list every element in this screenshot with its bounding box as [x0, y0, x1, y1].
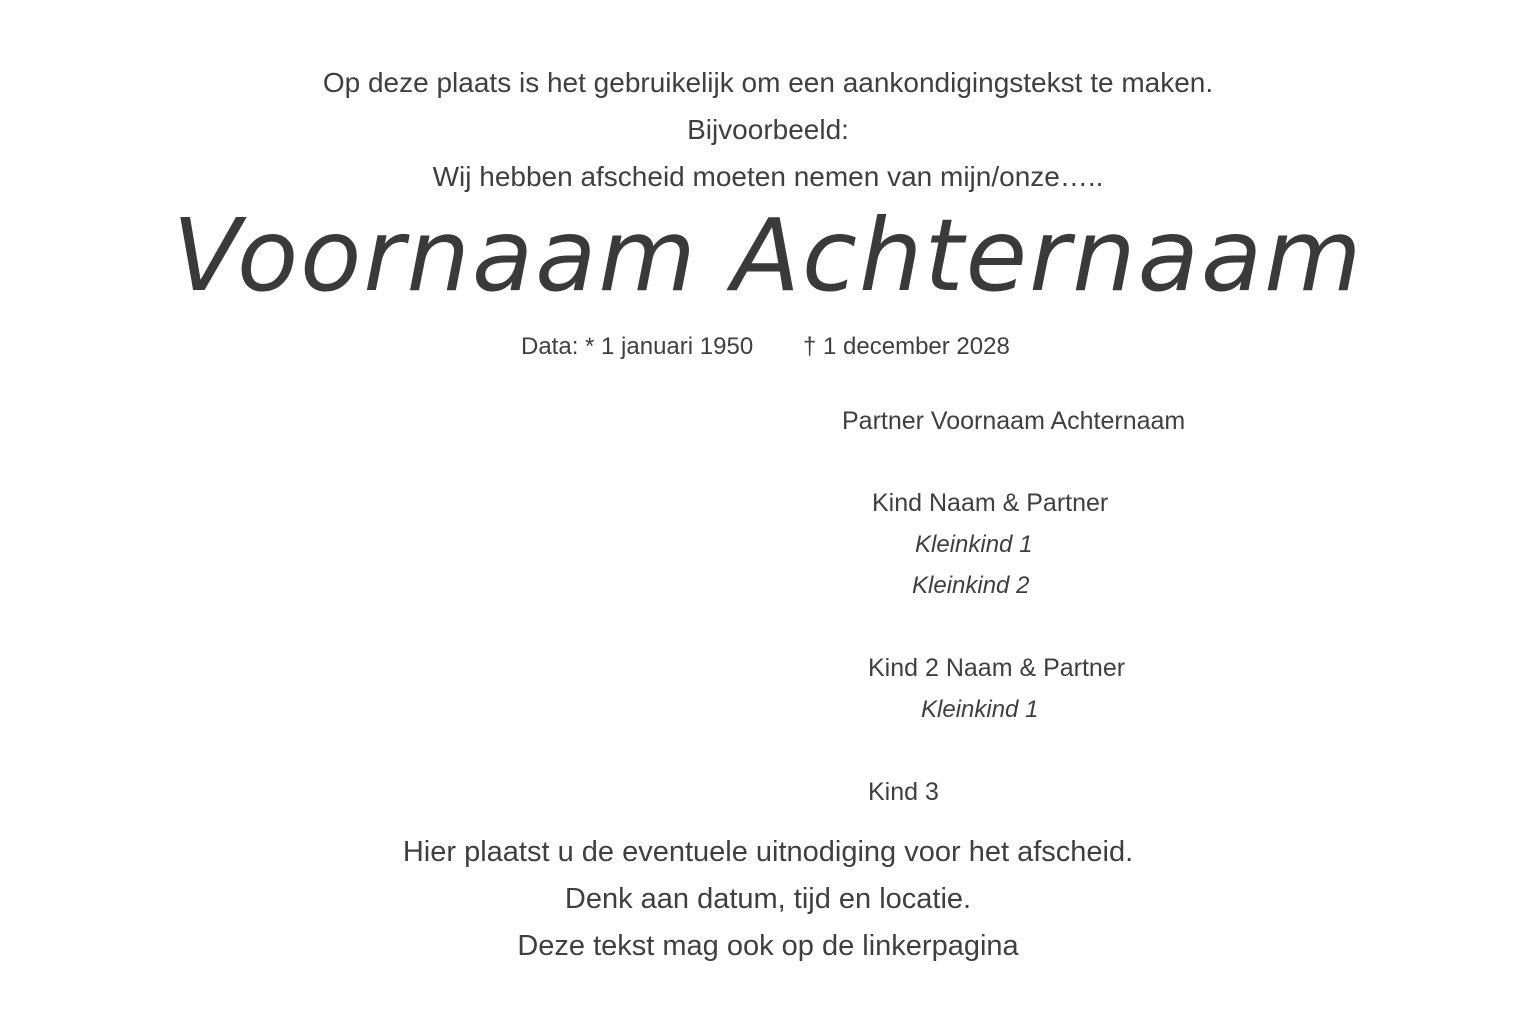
invitation-text: [0, 829, 1536, 970]
intro-line: Bijvoorbeeld:: [687, 114, 849, 145]
family-child-2: Kind 2 Naam & Partner: [868, 654, 1126, 682]
family-partner: Partner Voornaam Achternaam: [842, 407, 1186, 435]
family-grandchild: Kleinkind 2: [912, 572, 1030, 599]
family-child-3: Kind 3: [868, 778, 939, 806]
intro-line: Op deze plaats is het gebruikelijk om een aankondigingstekst te maken.: [322, 67, 1214, 98]
family-grandchild: Kleinkind 1: [915, 531, 1033, 558]
family-grandchild: Kleinkind 1: [921, 696, 1039, 723]
intro-line: Wij hebben afscheid moeten nemen van mijn/onze…..: [432, 161, 1104, 192]
invitation-line: Hier plaatst u de eventuele uitnodiging voor het afscheid.: [402, 836, 1134, 868]
invitation-line: Deze tekst mag ook op de linkerpagina: [517, 930, 1019, 962]
family-child-1: Kind Naam & Partner: [872, 489, 1109, 517]
death-date: † 1 december 2028: [803, 333, 1010, 360]
birth-date: Data: * 1 januari 1950: [521, 333, 754, 360]
intro-text: [0, 59, 1536, 200]
invitation-line: Denk aan datum, tijd en locatie.: [564, 883, 972, 915]
deceased-name: Voornaam Achternaam: [172, 197, 1364, 314]
